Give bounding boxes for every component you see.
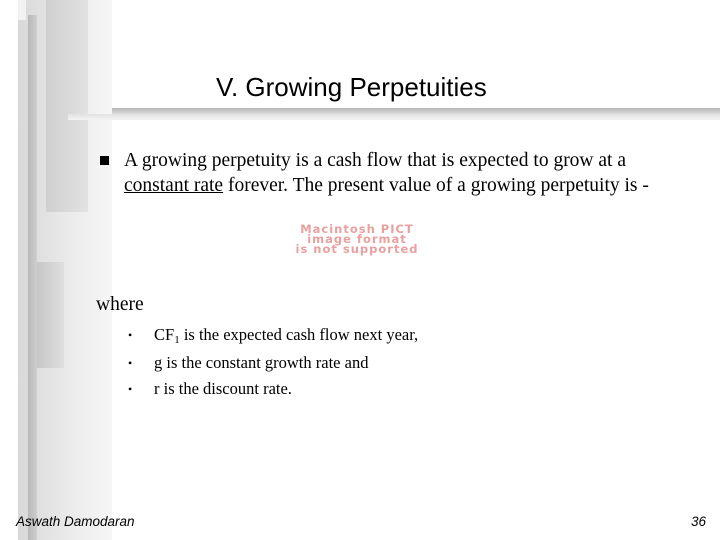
definitions-list [128, 322, 418, 402]
title-divider [112, 108, 720, 114]
definition-g: g is the constant growth rate and [154, 353, 369, 372]
bullet-dot-icon: • [128, 356, 133, 370]
list-item [128, 350, 418, 376]
square-bullet-icon [100, 156, 109, 165]
unsupported-image-placeholder [226, 224, 488, 254]
definition-cf-subscript: 1 [174, 334, 180, 346]
pict-line-3: is not supported [295, 242, 419, 256]
sidebar-decoration-block-lower [36, 262, 64, 368]
title-divider-shadow [68, 114, 720, 120]
slide-title: V. Growing Perpetuities [216, 72, 487, 102]
definition-cf-prefix: CF [154, 325, 175, 344]
pict-line-2: image format [307, 232, 407, 246]
pict-line-1: Macintosh PICT [300, 222, 414, 236]
where-label: where [96, 294, 144, 315]
list-item [128, 376, 418, 402]
footer-author: Aswath Damodaran [16, 514, 135, 529]
page-number: 36 [690, 514, 706, 529]
sidebar-decoration-top [18, 0, 26, 20]
definition-r: r is the discount rate. [154, 379, 292, 398]
definition-cf-suffix: is the expected cash flow next year, [179, 325, 419, 344]
bullet-dot-icon: • [128, 328, 133, 342]
body-paragraph [124, 148, 684, 198]
sidebar-decoration-block [46, 0, 88, 212]
paragraph-underlined-term: constant rate [124, 175, 224, 196]
sidebar-decoration-strip [28, 15, 37, 540]
bullet-dot-icon: • [128, 382, 133, 396]
paragraph-text-1: A growing perpetuity is a cash flow that is expected to grow at a [124, 150, 626, 171]
list-item [128, 322, 418, 350]
paragraph-text-2: forever. The present value of a growing perpetuity is - [223, 175, 649, 196]
